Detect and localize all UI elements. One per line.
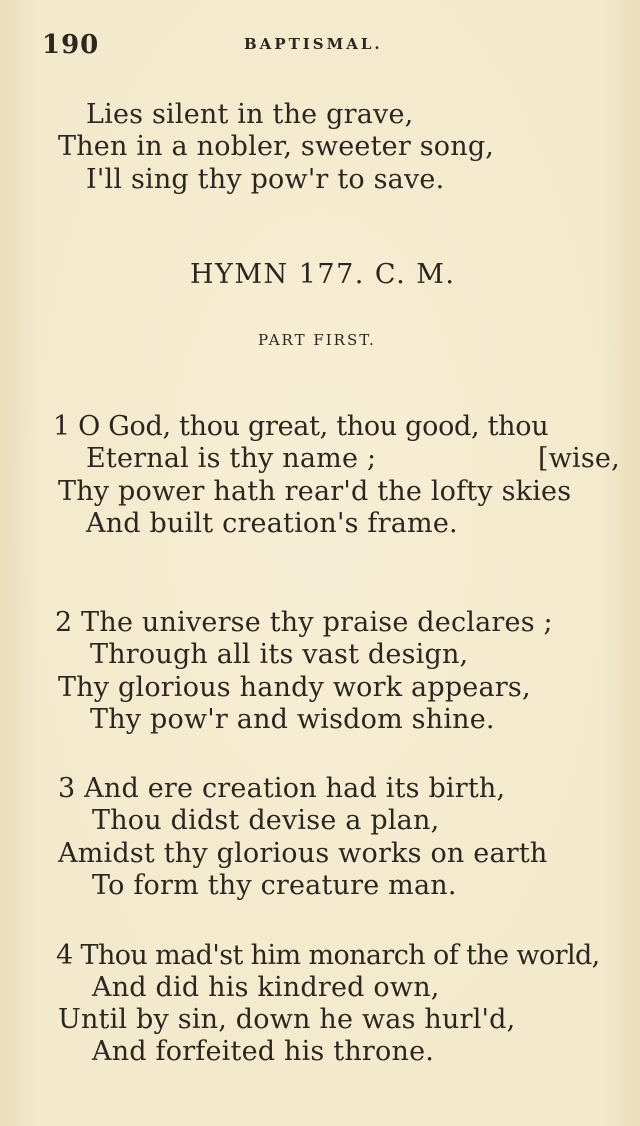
verse-line: To form thy creature man.: [92, 870, 457, 901]
verse-line: Amidst thy glorious works on earth: [58, 838, 548, 869]
verse-line: 3 And ere creation had its birth,: [58, 773, 506, 804]
verse-line: Eternal is thy name ;: [86, 443, 377, 474]
verse-line: 1 O God, thou great, thou good, thou: [53, 411, 549, 442]
verse-line: And forfeited his throne.: [92, 1036, 435, 1067]
verse-line-turnover: [wise,: [538, 443, 620, 474]
hymn-part: PART FIRST.: [258, 331, 376, 349]
verse-line: Through all its vast design,: [90, 639, 469, 670]
verse-line: And built creation's frame.: [86, 508, 458, 539]
verse-line: Thy pow'r and wisdom shine.: [90, 704, 495, 735]
verse-line: Lies silent in the grave,: [86, 99, 414, 130]
verse-line: Thy glorious handy work appears,: [58, 672, 531, 703]
verse-line: Thy power hath rear'd the lofty skies: [58, 476, 572, 507]
verse-line: Until by sin, down he was hurl'd,: [58, 1004, 516, 1035]
verse-line: And did his kindred own,: [92, 972, 440, 1003]
verse-line: Thou didst devise a plan,: [92, 805, 440, 836]
verse-line: 2 The universe thy praise declares ;: [55, 607, 553, 638]
verse-line: Then in a nobler, sweeter song,: [58, 131, 495, 162]
verse-line: I'll sing thy pow'r to save.: [86, 164, 445, 195]
hymn-title: HYMN 177. C. M.: [190, 259, 456, 290]
page-number: 190: [42, 30, 100, 60]
running-head: BAPTISMAL.: [244, 35, 383, 53]
verse-line: 4 Thou mad'st him monarch of the world,: [56, 940, 600, 971]
